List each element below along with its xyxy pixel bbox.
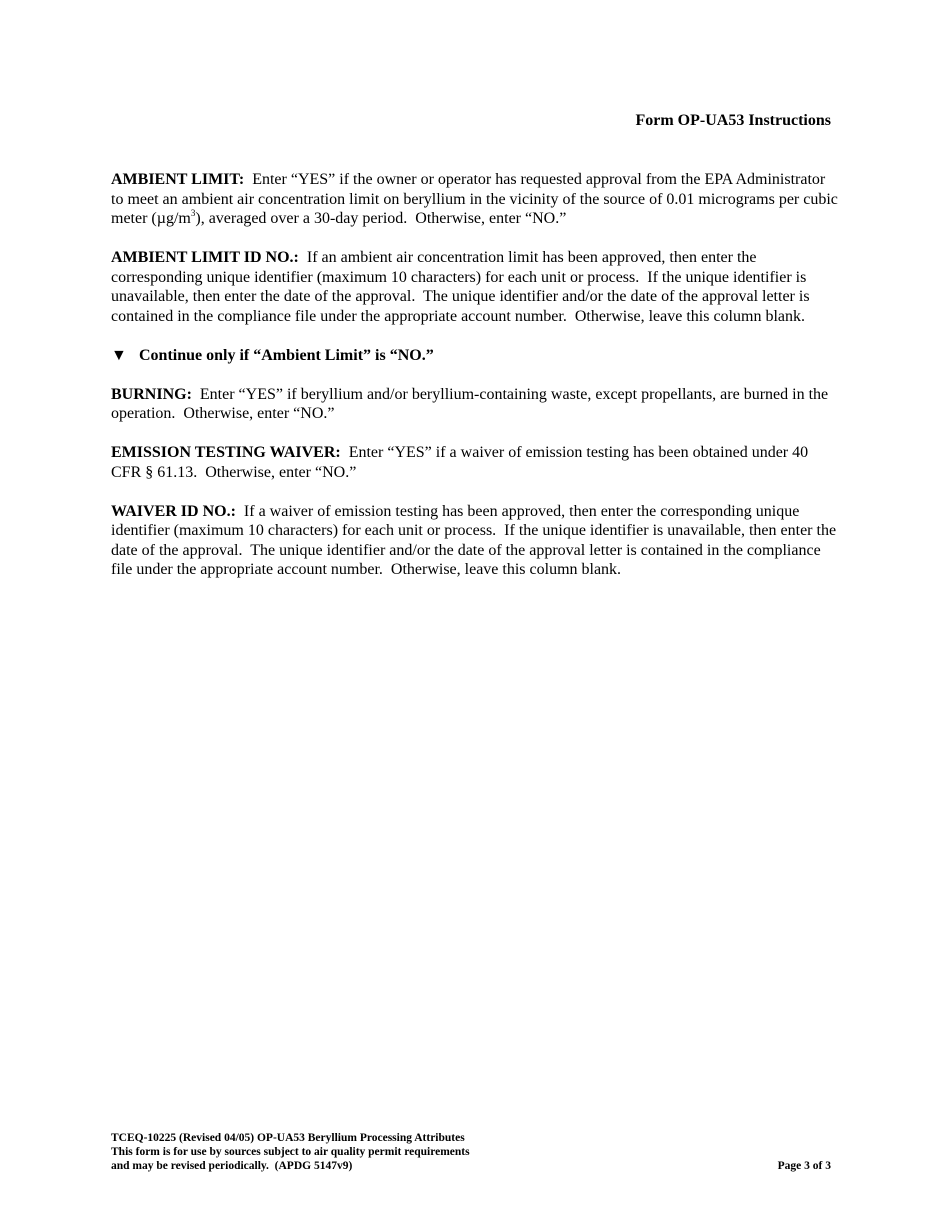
waiver-id-paragraph (111, 502, 841, 580)
superscript-3: 3 (190, 207, 196, 218)
ambient-limit-id-label: AMBIENT LIMIT ID NO.: (111, 249, 299, 266)
form-footer (111, 1131, 470, 1173)
down-triangle-icon: ▼ (111, 346, 127, 364)
ambient-limit-label: AMBIENT LIMIT: (111, 171, 245, 188)
footer-form-id: TCEQ-10225 (Revised 04/05) OP-UA53 Beryllium Processing Attributes (111, 1132, 465, 1144)
continue-note-text: Continue only if “Ambient Limit” is “NO.” (139, 346, 434, 364)
emission-testing-waiver-text: Enter “YES” if a waiver of emission testing has been obtained under 40 CFR § 61.13. Otherwise, enter “NO.” (111, 444, 813, 481)
instructions-body (111, 170, 841, 599)
waiver-id-text: If a waiver of emission testing has been approved, then enter the corresponding unique identifier (maximum 10 characters) for each unit or process. If the unique identifier is unavailable, then enter the date of the approval. The unique identifier and/or the date of the approval letter is contained in the compliance file under the appropriate account number. Otherwise, leave this column blank. (111, 502, 841, 578)
footer-revision-note: and may be revised periodically. (APDG 5147v9) (111, 1160, 353, 1172)
page-number: Page 3 of 3 (777, 1160, 831, 1172)
emission-testing-waiver-label: EMISSION TESTING WAIVER: (111, 444, 341, 461)
ambient-limit-id-paragraph (111, 248, 841, 326)
ambient-limit-text: Enter “YES” if the owner or operator has requested approval from the EPA Administrator to meet an ambient air concentration limit on beryllium in the vicinity of the source of 0.01 micrograms per cubic meter (µg/m (111, 171, 842, 227)
ambient-limit-id-text: If an ambient air concentration limit has been approved, then enter the corresponding unique identifier (maximum 10 characters) for each unit or process. If the unique identifier is unavailable, then enter the date of the approval. The unique identifier and/or the date of the approval letter is contained in the compliance file under the appropriate account number. Otherwise, leave this column blank. (111, 249, 814, 325)
page-title: Form OP-UA53 Instructions (635, 112, 831, 129)
waiver-id-label: WAIVER ID NO.: (111, 502, 236, 520)
emission-testing-waiver-paragraph (111, 443, 841, 482)
ambient-limit-text-end: ), averaged over a 30-day period. Otherwise, enter “NO.” (195, 210, 567, 227)
continue-note (111, 346, 841, 366)
ambient-limit-paragraph (111, 170, 841, 229)
burning-label: BURNING: (111, 385, 192, 403)
burning-text: Enter “YES” if beryllium and/or beryllium-containing waste, except propellants, are burned in the operation. Otherwise, enter “NO.” (111, 385, 833, 422)
burning-paragraph (111, 385, 841, 424)
footer-usage-note: This form is for use by sources subject to air quality permit requirements (111, 1146, 470, 1158)
